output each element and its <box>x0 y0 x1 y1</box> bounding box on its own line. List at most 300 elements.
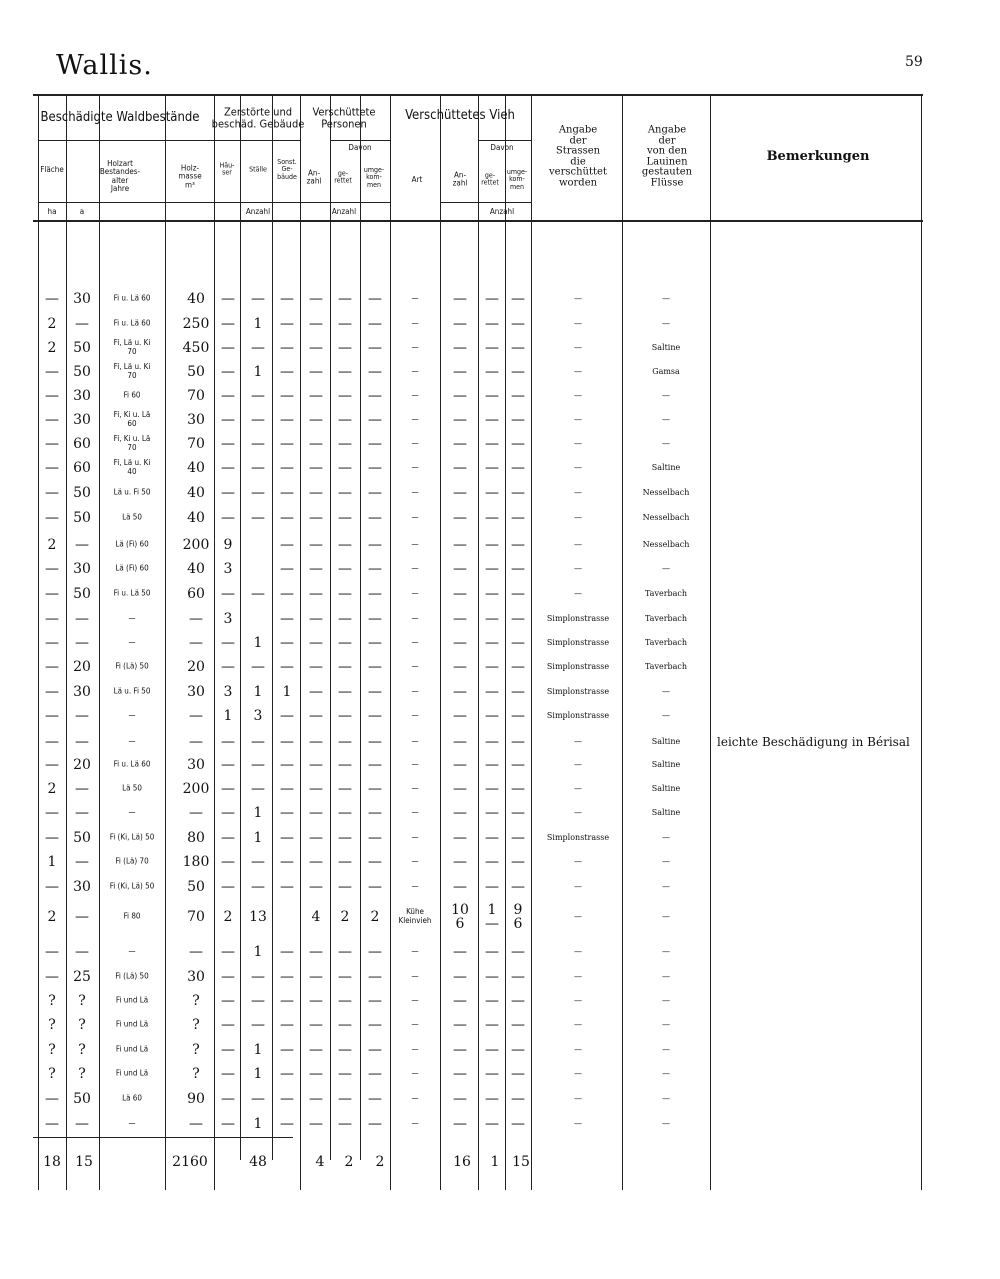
cell-vieh-art: — <box>411 783 419 793</box>
cell-vieh-gerettet: — <box>485 537 499 553</box>
cell-personen-gerettet: — <box>338 537 352 553</box>
cell-vieh-anzahl: — <box>453 1116 467 1132</box>
cell-vieh-gerettet: — <box>485 781 499 797</box>
cell-haeuser: 3 <box>223 611 233 627</box>
cell-vieh-gerettet: — <box>485 1091 499 1107</box>
cell-sonst-gebaeude: — <box>280 708 294 724</box>
cell-personen-anzahl: — <box>309 388 323 404</box>
cell-staelle: — <box>251 1091 265 1107</box>
cell-ha: — <box>45 460 59 476</box>
total-personen-umgekommen: 2 <box>375 1154 385 1170</box>
cell-personen-umgekommen: — <box>368 757 382 773</box>
cell-vieh-anzahl: — <box>453 993 467 1009</box>
cell-staelle: 1 <box>253 1116 263 1132</box>
cell-haeuser: — <box>221 781 235 797</box>
cell-haeuser: — <box>221 659 235 675</box>
cell-holzmasse: — <box>189 1116 203 1132</box>
cell-vieh-art: — <box>411 736 419 746</box>
subheader-rule <box>330 140 390 141</box>
cell-vieh-anzahl: — <box>453 436 467 452</box>
cell-vieh-anzahl: — <box>453 510 467 526</box>
cell-sonst-gebaeude: — <box>280 561 294 577</box>
cell-personen-gerettet: — <box>338 291 352 307</box>
cell-holzart: Fi 80 <box>123 911 141 921</box>
header-holzart: Holzart Bestandes- alter Jahre <box>99 159 141 194</box>
cell-vieh-art: — <box>411 438 419 448</box>
cell-personen-gerettet: 2 <box>340 909 350 925</box>
cell-staelle: — <box>251 659 265 675</box>
cell-strasse: — <box>574 540 582 549</box>
cell-holzmasse: 30 <box>187 684 205 700</box>
cell-vieh-anzahl: — <box>453 412 467 428</box>
cell-personen-gerettet: — <box>338 485 352 501</box>
header-haeuser: Häu- ser <box>219 161 235 177</box>
cell-vieh-anzahl: — <box>453 1066 467 1082</box>
cell-a: 50 <box>73 830 91 846</box>
cell-haeuser: — <box>221 635 235 651</box>
cell-vieh-art: — <box>411 881 419 891</box>
cell-vieh-gerettet: — <box>485 757 499 773</box>
column-rule <box>622 96 623 1190</box>
cell-vieh-anzahl: — <box>453 635 467 651</box>
cell-personen-gerettet: — <box>338 561 352 577</box>
cell-a: — <box>75 1116 89 1132</box>
cell-holzart: — <box>128 1118 136 1128</box>
cell-haeuser: — <box>221 364 235 380</box>
cell-personen-gerettet: — <box>338 510 352 526</box>
cell-staelle: — <box>251 993 265 1009</box>
cell-sonst-gebaeude: — <box>280 537 294 553</box>
cell-personen-anzahl: — <box>309 684 323 700</box>
cell-strasse: — <box>574 488 582 497</box>
cell-ha: — <box>45 436 59 452</box>
cell-vieh-anzahl: — <box>453 879 467 895</box>
column-rule <box>360 96 361 1160</box>
cell-strasse: — <box>574 1119 582 1128</box>
cell-ha: — <box>45 388 59 404</box>
column-rule <box>710 96 711 1190</box>
cell-personen-gerettet: — <box>338 611 352 627</box>
cell-personen-gerettet: — <box>338 781 352 797</box>
cell-holzmasse: 70 <box>187 909 205 925</box>
cell-strasse: — <box>574 415 582 424</box>
cell-vieh-gerettet: — <box>485 485 499 501</box>
cell-staelle: 1 <box>253 364 263 380</box>
cell-vieh-umgekommen: — <box>511 993 525 1009</box>
header-vieh-davon: Davon <box>490 142 514 152</box>
cell-vieh-gerettet: — <box>485 1116 499 1132</box>
cell-fluss: — <box>662 439 670 448</box>
cell-vieh-gerettet: — <box>485 708 499 724</box>
cell-vieh-gerettet: — <box>485 734 499 750</box>
cell-personen-anzahl: — <box>309 436 323 452</box>
cell-strasse: — <box>574 784 582 793</box>
cell-holzmasse: — <box>189 635 203 651</box>
cell-personen-anzahl: — <box>309 781 323 797</box>
cell-personen-anzahl: — <box>309 412 323 428</box>
cell-fluss: — <box>662 391 670 400</box>
cell-fluss: — <box>662 1020 670 1029</box>
cell-strasse: Simplonstrasse <box>546 662 610 671</box>
cell-staelle: 1 <box>253 830 263 846</box>
cell-ha: — <box>45 291 59 307</box>
cell-holzart: Fi, Lä u. Ki 70 <box>113 362 151 380</box>
cell-holzart: Fi u. Lä 60 <box>113 759 151 769</box>
header-bemerkungen: Bemerkungen <box>766 149 870 165</box>
cell-vieh-art: — <box>411 856 419 866</box>
cell-staelle: — <box>251 436 265 452</box>
cell-vieh-umgekommen: — <box>511 659 525 675</box>
cell-holzart: Fi (Lä) 50 <box>115 661 149 671</box>
cell-personen-anzahl: — <box>309 611 323 627</box>
cell-sonst-gebaeude: — <box>280 340 294 356</box>
cell-personen-gerettet: — <box>338 830 352 846</box>
cell-vieh-umgekommen: — <box>511 388 525 404</box>
cell-holzart: Fi, Ki u. Lä 60 <box>113 410 151 428</box>
cell-haeuser: — <box>221 510 235 526</box>
cell-fluss: — <box>662 415 670 424</box>
cell-a: 50 <box>73 510 91 526</box>
cell-vieh-gerettet: — <box>485 316 499 332</box>
cell-holzart: — <box>128 946 136 956</box>
cell-vieh-gerettet: — <box>485 460 499 476</box>
cell-personen-gerettet: — <box>338 854 352 870</box>
cell-strasse: — <box>574 367 582 376</box>
cell-personen-anzahl: — <box>309 1091 323 1107</box>
cell-personen-anzahl: — <box>309 485 323 501</box>
cell-strasse: — <box>574 737 582 746</box>
cell-personen-anzahl: — <box>309 659 323 675</box>
cell-vieh-art: Kühe Kleinvieh <box>398 907 432 925</box>
cell-fluss: — <box>662 564 670 573</box>
cell-haeuser: — <box>221 340 235 356</box>
cell-holzmasse: 50 <box>187 879 205 895</box>
cell-holzmasse: 80 <box>187 830 205 846</box>
cell-staelle: — <box>251 340 265 356</box>
cell-vieh-anzahl: — <box>453 561 467 577</box>
cell-strasse: — <box>574 343 582 352</box>
cell-staelle: 1 <box>253 635 263 651</box>
cell-ha: — <box>45 757 59 773</box>
total-personen-anzahl: 4 <box>315 1154 325 1170</box>
cell-personen-umgekommen: — <box>368 781 382 797</box>
cell-vieh-umgekommen: — <box>511 364 525 380</box>
cell-personen-umgekommen: — <box>368 485 382 501</box>
cell-haeuser: — <box>221 1042 235 1058</box>
header-strassen: Angabe der Strassen die verschüttet worden <box>549 124 607 188</box>
cell-vieh-anzahl: — <box>453 830 467 846</box>
cell-vieh-anzahl: — <box>453 316 467 332</box>
cell-vieh-gerettet: — <box>485 340 499 356</box>
cell-vieh-art: — <box>411 807 419 817</box>
cell-holzmasse: ? <box>192 1066 200 1082</box>
column-rule <box>214 96 215 1190</box>
cell-vieh-gerettet: — <box>485 993 499 1009</box>
cell-strasse: — <box>574 564 582 573</box>
cell-vieh-art: — <box>411 971 419 981</box>
cell-a: 60 <box>73 460 91 476</box>
cell-strasse: — <box>574 882 582 891</box>
cell-strasse: — <box>574 513 582 522</box>
subheader-rule <box>214 140 300 141</box>
cell-holzmasse: 40 <box>187 291 205 307</box>
cell-haeuser: — <box>221 830 235 846</box>
cell-personen-anzahl: — <box>309 586 323 602</box>
cell-holzart: — <box>128 637 136 647</box>
cell-personen-gerettet: — <box>338 734 352 750</box>
header-personen-anzahl-sub: Anzahl <box>331 206 357 216</box>
cell-holzart: Fi und Lä <box>115 1068 149 1078</box>
cell-holzmasse: — <box>189 734 203 750</box>
cell-vieh-anzahl: — <box>453 1042 467 1058</box>
cell-a: 50 <box>73 586 91 602</box>
cell-staelle: 3 <box>253 708 263 724</box>
cell-a: — <box>75 734 89 750</box>
cell-vieh-umgekommen: — <box>511 708 525 724</box>
cell-vieh-art: — <box>411 1019 419 1029</box>
cell-sonst-gebaeude: — <box>280 611 294 627</box>
totals-rule <box>33 1137 293 1138</box>
cell-haeuser: — <box>221 734 235 750</box>
cell-personen-umgekommen: — <box>368 635 382 651</box>
cell-haeuser: — <box>221 805 235 821</box>
cell-personen-gerettet: — <box>338 1017 352 1033</box>
cell-vieh-art: — <box>411 832 419 842</box>
cell-strasse: — <box>574 589 582 598</box>
cell-staelle: 1 <box>253 944 263 960</box>
cell-fluss: Saltine <box>651 760 681 769</box>
cell-sonst-gebaeude: — <box>280 659 294 675</box>
cell-vieh-gerettet: — <box>485 1042 499 1058</box>
cell-holzmasse: 70 <box>187 388 205 404</box>
cell-personen-gerettet: — <box>338 388 352 404</box>
cell-haeuser: 3 <box>223 684 233 700</box>
cell-holzmasse: 40 <box>187 460 205 476</box>
cell-ha: 2 <box>47 537 57 553</box>
cell-vieh-gerettet: — <box>485 1066 499 1082</box>
header-personen-davon: Davon <box>348 142 372 152</box>
cell-personen-umgekommen: — <box>368 316 382 332</box>
cell-haeuser: 3 <box>223 561 233 577</box>
cell-staelle: 1 <box>253 1042 263 1058</box>
cell-vieh-umgekommen: — <box>511 830 525 846</box>
cell-staelle: — <box>251 388 265 404</box>
header-holzmasse: Holz- masse m³ <box>178 163 202 190</box>
cell-personen-umgekommen: — <box>368 291 382 307</box>
cell-sonst-gebaeude: — <box>280 830 294 846</box>
cell-haeuser: — <box>221 757 235 773</box>
cell-personen-anzahl: — <box>309 561 323 577</box>
cell-personen-umgekommen: — <box>368 969 382 985</box>
cell-vieh-gerettet: — <box>485 635 499 651</box>
header-vieh-anzahl: An- zahl <box>452 170 468 188</box>
cell-holzmasse: 40 <box>187 510 205 526</box>
cell-personen-anzahl: — <box>309 708 323 724</box>
column-rule <box>921 96 922 1190</box>
cell-a: 50 <box>73 340 91 356</box>
cell-vieh-anzahl: — <box>453 388 467 404</box>
column-rule <box>66 96 67 1190</box>
cell-vieh-gerettet: — <box>485 291 499 307</box>
cell-haeuser: — <box>221 993 235 1009</box>
cell-personen-umgekommen: — <box>368 734 382 750</box>
cell-sonst-gebaeude: — <box>280 291 294 307</box>
cell-holzart: — <box>128 807 136 817</box>
cell-vieh-anzahl: — <box>453 805 467 821</box>
cell-sonst-gebaeude: — <box>280 364 294 380</box>
cell-haeuser: — <box>221 291 235 307</box>
cell-vieh-umgekommen: — <box>511 879 525 895</box>
cell-personen-umgekommen: — <box>368 993 382 1009</box>
cell-staelle: 1 <box>253 1066 263 1082</box>
cell-sonst-gebaeude: — <box>280 969 294 985</box>
header-ha: ha <box>47 206 57 216</box>
cell-fluss: — <box>662 882 670 891</box>
cell-staelle: — <box>251 485 265 501</box>
header-personen-anzahl: An- zahl <box>306 168 322 186</box>
cell-vieh-gerettet: — <box>485 944 499 960</box>
cell-personen-umgekommen: — <box>368 879 382 895</box>
column-rule <box>38 96 39 1190</box>
cell-a: — <box>75 781 89 797</box>
cell-staelle: 1 <box>253 805 263 821</box>
cell-ha: ? <box>48 1017 56 1033</box>
cell-holzart: Fi 60 <box>123 390 141 400</box>
cell-strasse: — <box>574 391 582 400</box>
cell-personen-gerettet: — <box>338 805 352 821</box>
cell-vieh-anzahl: — <box>453 659 467 675</box>
cell-haeuser: — <box>221 1116 235 1132</box>
cell-personen-anzahl: — <box>309 340 323 356</box>
cell-personen-umgekommen: — <box>368 708 382 724</box>
cell-fluss: Saltine <box>651 343 681 352</box>
cell-holzmasse: 450 <box>182 340 210 356</box>
cell-fluss: Saltine <box>651 463 681 472</box>
cell-personen-anzahl: — <box>309 805 323 821</box>
cell-holzart: Fi, Lä u. Ki 70 <box>113 338 151 356</box>
cell-haeuser: — <box>221 1091 235 1107</box>
cell-vieh-anzahl: — <box>453 586 467 602</box>
cell-sonst-gebaeude: — <box>280 1116 294 1132</box>
cell-fluss: — <box>662 319 670 328</box>
column-rule <box>165 96 166 1190</box>
cell-personen-anzahl: — <box>309 879 323 895</box>
cell-personen-gerettet: — <box>338 1091 352 1107</box>
cell-personen-umgekommen: — <box>368 684 382 700</box>
cell-personen-gerettet: — <box>338 635 352 651</box>
cell-a: ? <box>78 1017 86 1033</box>
cell-fluss: Taverbach <box>644 662 688 671</box>
cell-sonst-gebaeude: 1 <box>282 684 292 700</box>
page-title: Wallis. <box>56 50 153 81</box>
cell-sonst-gebaeude: — <box>280 993 294 1009</box>
cell-holzart: Fi u. Lä 60 <box>113 293 151 303</box>
cell-personen-gerettet: — <box>338 684 352 700</box>
header-verschuettetes-vieh: Verschüttetes Vieh <box>405 108 515 124</box>
header-vieh-umgekommen: umge- kom- men <box>506 167 528 191</box>
cell-a: 30 <box>73 684 91 700</box>
cell-fluss: Gamsa <box>652 367 680 376</box>
cell-sonst-gebaeude: — <box>280 510 294 526</box>
cell-fluss: — <box>662 294 670 303</box>
cell-fluss: — <box>662 972 670 981</box>
cell-personen-gerettet: — <box>338 586 352 602</box>
cell-holzart: Fi, Ki u. Lä 70 <box>113 434 151 452</box>
cell-vieh-umgekommen: — <box>511 757 525 773</box>
cell-vieh-gerettet: — <box>485 561 499 577</box>
total-vieh-umgekommen: 15 <box>512 1154 530 1170</box>
cell-fluss: Nesselbach <box>642 488 690 497</box>
cell-a: 30 <box>73 879 91 895</box>
cell-vieh-umgekommen: — <box>511 684 525 700</box>
cell-vieh-anzahl: — <box>453 757 467 773</box>
cell-a: — <box>75 805 89 821</box>
cell-staelle: — <box>251 969 265 985</box>
column-rule <box>300 96 301 1190</box>
cell-personen-anzahl: — <box>309 537 323 553</box>
cell-holzmasse: 180 <box>182 854 210 870</box>
cell-fluss: Taverbach <box>644 589 688 598</box>
cell-a: 60 <box>73 436 91 452</box>
cell-holzmasse: 250 <box>182 316 210 332</box>
cell-haeuser: — <box>221 879 235 895</box>
cell-vieh-umgekommen: — <box>511 854 525 870</box>
cell-holzmasse: — <box>189 944 203 960</box>
cell-personen-umgekommen: — <box>368 561 382 577</box>
cell-personen-anzahl: — <box>309 510 323 526</box>
cell-sonst-gebaeude: — <box>280 412 294 428</box>
cell-strasse: — <box>574 760 582 769</box>
cell-haeuser: — <box>221 388 235 404</box>
cell-sonst-gebaeude: — <box>280 854 294 870</box>
cell-holzmasse: 30 <box>187 412 205 428</box>
cell-haeuser: — <box>221 485 235 501</box>
cell-vieh-art: — <box>411 462 419 472</box>
cell-staelle: 1 <box>253 684 263 700</box>
cell-staelle: 1 <box>253 316 263 332</box>
cell-holzart: Fi und Lä <box>115 1044 149 1054</box>
cell-vieh-art: — <box>411 1093 419 1103</box>
cell-holzart: Fi (Ki, Lä) 50 <box>109 881 155 891</box>
cell-ha: 2 <box>47 340 57 356</box>
cell-staelle: — <box>251 757 265 773</box>
cell-strasse: — <box>574 947 582 956</box>
cell-staelle: — <box>251 586 265 602</box>
cell-holzart: Fi (Lä) 50 <box>115 971 149 981</box>
cell-vieh-art: — <box>411 686 419 696</box>
cell-a: 20 <box>73 659 91 675</box>
cell-vieh-gerettet: — <box>485 388 499 404</box>
cell-vieh-gerettet: — <box>485 436 499 452</box>
cell-staelle: — <box>251 510 265 526</box>
cell-vieh-umgekommen: — <box>511 969 525 985</box>
cell-vieh-art: — <box>411 293 419 303</box>
cell-sonst-gebaeude: — <box>280 485 294 501</box>
cell-vieh-art: — <box>411 366 419 376</box>
cell-ha: — <box>45 944 59 960</box>
subheader-rule <box>38 202 214 203</box>
cell-holzart: Fi (Lä) 70 <box>115 856 149 866</box>
cell-vieh-anzahl: — <box>453 291 467 307</box>
cell-personen-gerettet: — <box>338 340 352 356</box>
cell-personen-umgekommen: — <box>368 659 382 675</box>
cell-fluss: Taverbach <box>644 638 688 647</box>
cell-haeuser: — <box>221 460 235 476</box>
cell-haeuser: — <box>221 1017 235 1033</box>
cell-personen-umgekommen: — <box>368 1042 382 1058</box>
cell-holzart: — <box>128 613 136 623</box>
cell-ha: — <box>45 684 59 700</box>
